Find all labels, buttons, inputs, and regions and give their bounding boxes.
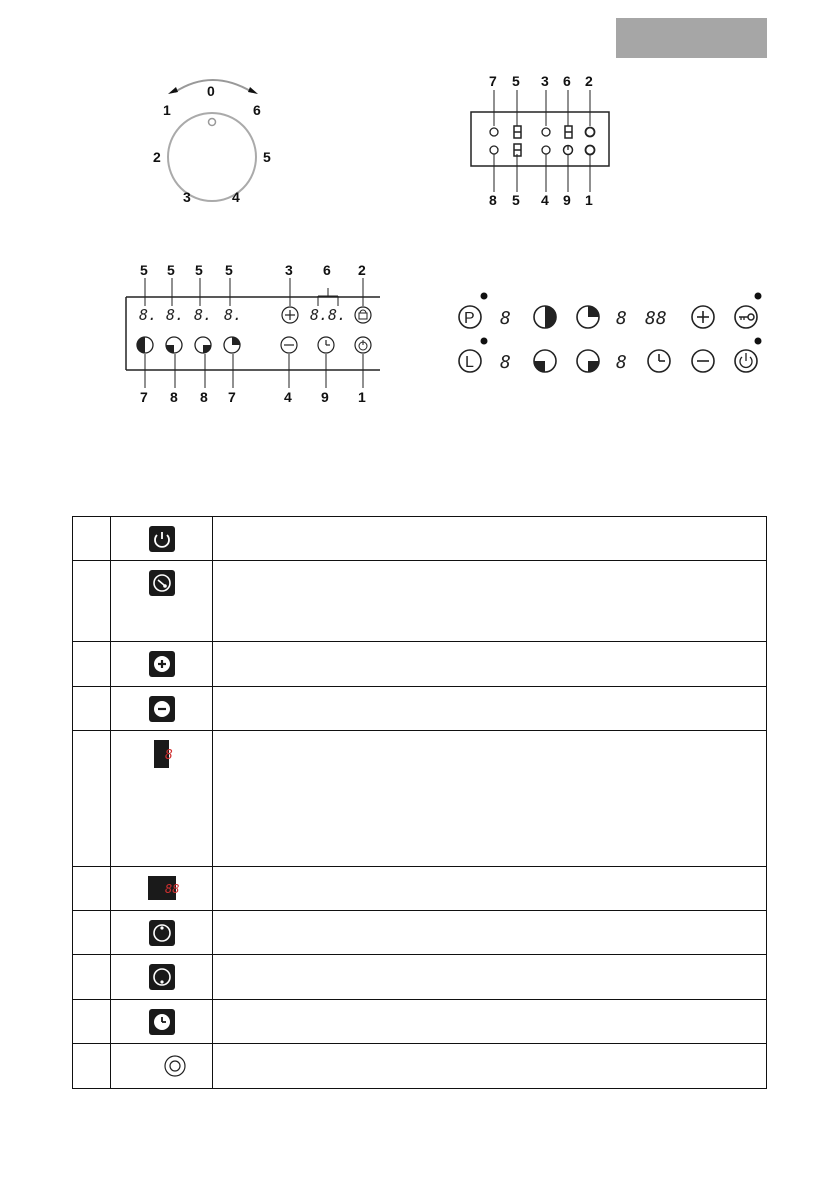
svg-text:8: 8 <box>500 352 511 373</box>
zone-selector-top-icon <box>149 920 175 946</box>
table-cell-icon <box>111 687 213 731</box>
p-letter: P <box>464 310 475 327</box>
table-cell-icon <box>111 731 213 867</box>
small-bottom-label-3: 4 <box>541 192 549 208</box>
ring-icon <box>149 1053 175 1079</box>
table-row <box>73 1044 767 1089</box>
wide-bottom-label-1: 7 <box>140 389 148 405</box>
wide-top-label-3: 5 <box>195 262 203 278</box>
symbol-table <box>72 516 767 1089</box>
svg-text:8: 8 <box>616 352 627 373</box>
knob-label-3: 3 <box>183 189 191 205</box>
small-top-label-5: 2 <box>585 73 593 89</box>
knob-label-5: 5 <box>263 149 271 165</box>
svg-text:8.: 8. <box>166 306 185 324</box>
wide-top-label-7: 2 <box>358 262 366 278</box>
knob-label-4: 4 <box>232 189 240 205</box>
table-cell-icon <box>111 1044 213 1089</box>
knob-label-2: 2 <box>153 149 161 165</box>
table-cell-description <box>213 642 767 687</box>
wide-top-label-4: 5 <box>225 262 233 278</box>
panel-right-drawing <box>0 0 839 420</box>
power-icon <box>149 526 175 552</box>
table-cell-index <box>73 1044 111 1089</box>
table-row <box>73 517 767 561</box>
wide-bottom-label-5: 4 <box>284 389 292 405</box>
knob-label-0: 0 <box>207 83 215 99</box>
timer-icon <box>149 1009 175 1035</box>
small-bottom-label-5: 1 <box>585 192 593 208</box>
table-row <box>73 1000 767 1044</box>
table-cell-description <box>213 687 767 731</box>
minus-icon <box>149 696 175 722</box>
single-digit-display-icon <box>154 740 173 768</box>
table-cell-description <box>213 867 767 911</box>
table-cell-icon <box>111 1000 213 1044</box>
table-cell-description <box>213 731 767 867</box>
small-top-label-3: 3 <box>541 73 549 89</box>
svg-text:8: 8 <box>500 308 511 329</box>
table-row <box>73 911 767 955</box>
wide-bottom-label-2: 8 <box>170 389 178 405</box>
table-cell-index <box>73 1000 111 1044</box>
svg-text:8.: 8. <box>224 306 243 324</box>
svg-text:8: 8 <box>164 748 173 763</box>
table-cell-index <box>73 642 111 687</box>
small-bottom-label-2: 5 <box>512 192 520 208</box>
table-cell-index <box>73 955 111 1000</box>
svg-text:88: 88 <box>164 882 179 896</box>
wide-bottom-label-7: 1 <box>358 389 366 405</box>
knob-label-1: 1 <box>163 102 171 118</box>
table-cell-description <box>213 911 767 955</box>
table-cell-description <box>213 561 767 642</box>
table-cell-icon <box>111 867 213 911</box>
wide-top-label-2: 5 <box>167 262 175 278</box>
wide-bottom-label-6: 9 <box>321 389 329 405</box>
plus-icon <box>149 651 175 677</box>
table-cell-icon <box>111 517 213 561</box>
small-bottom-label-4: 9 <box>563 192 571 208</box>
table-row <box>73 561 767 642</box>
small-top-label-1: 7 <box>489 73 497 89</box>
wide-top-label-5: 3 <box>285 262 293 278</box>
table-row <box>73 731 767 867</box>
wide-top-label-1: 5 <box>140 262 148 278</box>
svg-text:8.8.: 8.8. <box>310 306 347 324</box>
wide-bottom-label-4: 7 <box>228 389 236 405</box>
svg-text:8.: 8. <box>194 306 213 324</box>
table-cell-index <box>73 731 111 867</box>
table-row <box>73 867 767 911</box>
table-row <box>73 642 767 687</box>
table-cell-icon <box>111 955 213 1000</box>
table-cell-icon <box>111 911 213 955</box>
key-lock-icon <box>149 570 175 596</box>
table-cell-index <box>73 911 111 955</box>
table-cell-description <box>213 1044 767 1089</box>
table-cell-index <box>73 561 111 642</box>
table-cell-description <box>213 955 767 1000</box>
table-cell-description <box>213 517 767 561</box>
table-cell-icon <box>111 642 213 687</box>
wide-top-label-6: 6 <box>323 262 331 278</box>
l-letter: L <box>465 354 474 371</box>
small-top-label-2: 5 <box>512 73 520 89</box>
wide-bottom-label-3: 8 <box>200 389 208 405</box>
table-cell-icon <box>111 561 213 642</box>
svg-text:8.: 8. <box>139 306 158 324</box>
table-row <box>73 955 767 1000</box>
svg-text:88: 88 <box>645 308 667 329</box>
table-cell-index <box>73 867 111 911</box>
table-cell-description <box>213 1000 767 1044</box>
zone-selector-bottom-icon <box>149 964 175 990</box>
table-cell-index <box>73 687 111 731</box>
small-bottom-label-1: 8 <box>489 192 497 208</box>
table-cell-index <box>73 517 111 561</box>
small-top-label-4: 6 <box>563 73 571 89</box>
table-row <box>73 687 767 731</box>
double-digit-display-icon <box>148 876 179 900</box>
svg-text:8: 8 <box>616 308 627 329</box>
knob-label-6: 6 <box>253 102 261 118</box>
